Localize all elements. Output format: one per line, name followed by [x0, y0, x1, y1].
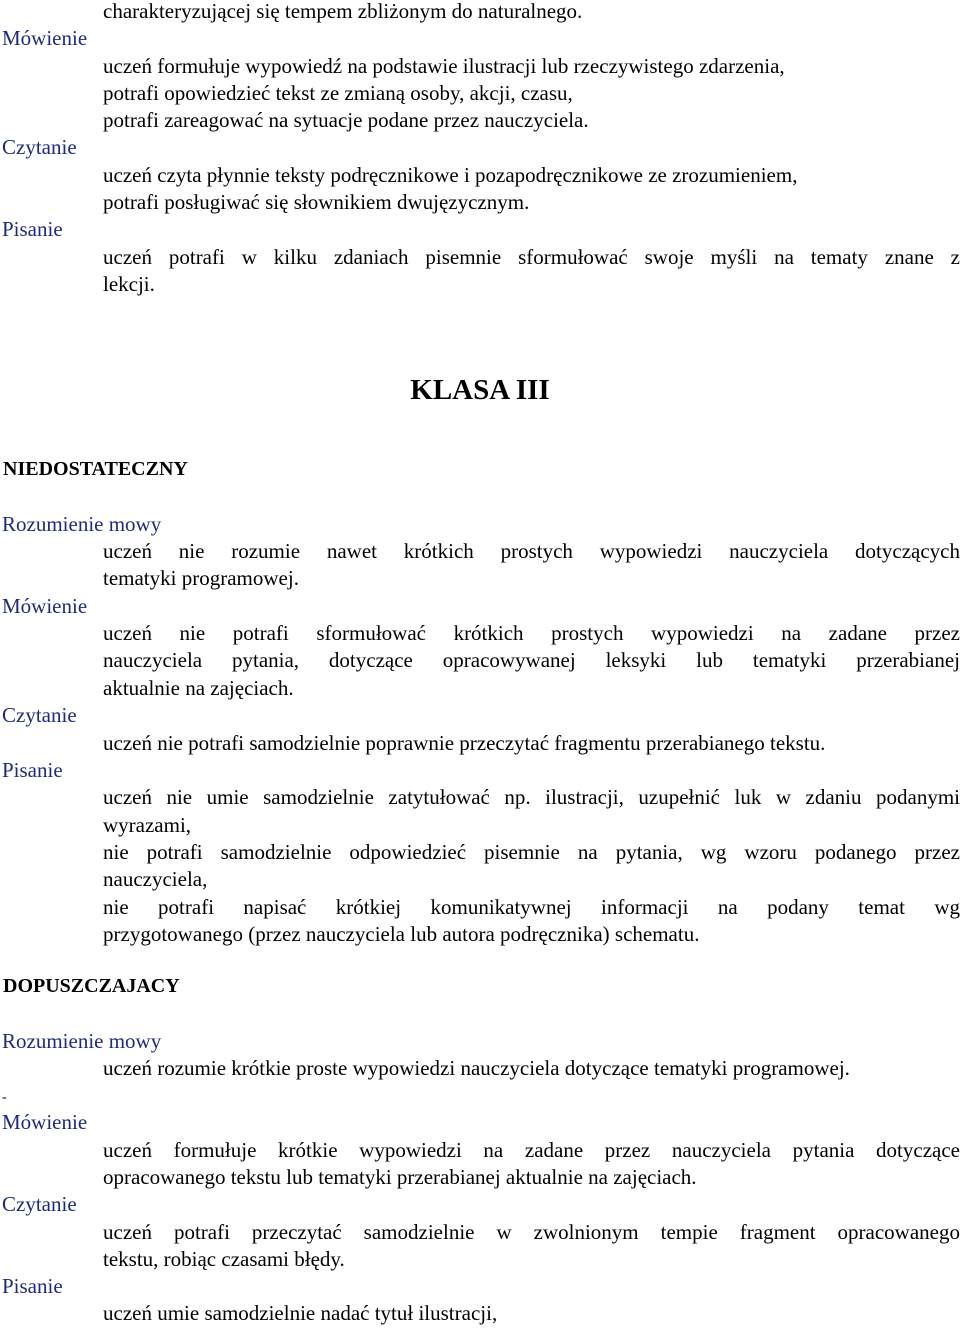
- text-line: uczeń nie rozumie nawet krótkich prostych wypowiedzi nauczyciela dotyczących: [103, 539, 960, 563]
- section-label-pisanie: Pisanie: [2, 217, 63, 241]
- text-line: uczeń rozumie krótkie proste wypowiedzi nauczyciela dotyczące tematyki programowej.: [103, 1056, 850, 1080]
- text-line: potrafi posługiwać się słownikiem dwujęzycznym.: [103, 190, 530, 214]
- section-label-pisanie: Pisanie: [2, 758, 63, 782]
- section-label-mowienie: Mówienie: [2, 1110, 88, 1134]
- section-label-rozumienie-mowy: Rozumienie mowy: [2, 1029, 162, 1053]
- section-label-mowienie: Mówienie: [2, 594, 88, 618]
- list-dash: -: [2, 1090, 7, 1105]
- text-line: uczeń czyta płynnie teksty podręcznikowe i pozapodręcznikowe ze zrozumieniem,: [103, 163, 798, 187]
- text-line: wyrazami,: [103, 813, 192, 837]
- section-label-rozumienie-mowy: Rozumienie mowy: [2, 512, 162, 536]
- text-line: uczeń formułuje wypowiedź na podstawie ilustracji lub rzeczywistego zdarzenia,: [103, 54, 785, 78]
- text-line: uczeń nie potrafi sformułować krótkich prostych wypowiedzi na zadane przez: [103, 621, 960, 645]
- text-line: tematyki programowej.: [103, 566, 299, 590]
- text-line: lekcji.: [103, 272, 155, 296]
- section-label-czytanie: Czytanie: [2, 1192, 77, 1216]
- text-line: nie potrafi samodzielnie odpowiedzieć pisemnie na pytania, wg wzoru podanego przez: [103, 840, 960, 864]
- text-line: opracowanego tekstu lub tematyki przerabianej aktualnie na zajęciach.: [103, 1165, 697, 1189]
- class-title: KLASA III: [410, 374, 550, 406]
- text-line: tekstu, robiąc czasami błędy.: [103, 1247, 345, 1271]
- section-label-czytanie: Czytanie: [2, 703, 77, 727]
- text-line: uczeń nie umie samodzielnie zatytułować np. ilustracji, uzupełnić luk w zdaniu podanymi: [103, 785, 960, 809]
- section-label-pisanie: Pisanie: [2, 1274, 63, 1298]
- text-line: potrafi opowiedzieć tekst ze zmianą osoby, akcji, czasu,: [103, 81, 573, 105]
- text-line: nauczyciela,: [103, 867, 208, 891]
- text-line: uczeń potrafi przeczytać samodzielnie w zwolnionym tempie fragment opracowanego: [103, 1220, 960, 1244]
- text-line: nie potrafi napisać krótkiej komunikatywnej informacji na podany temat wg: [103, 895, 960, 919]
- text-line: uczeń umie samodzielnie nadać tytuł ilustracji,: [103, 1301, 498, 1325]
- grade-heading-dopuszczajacy: DOPUSZCZAJACY: [3, 975, 180, 997]
- section-label-czytanie: Czytanie: [2, 135, 77, 159]
- text-line: uczeń potrafi w kilku zdaniach pisemnie sformułować swoje myśli na tematy znane z: [103, 245, 960, 269]
- text-line: aktualnie na zajęciach.: [103, 676, 294, 700]
- text-line: nauczyciela pytania, dotyczące opracowywanej leksyki lub tematyki przerabianej: [103, 648, 960, 672]
- text-line: charakteryzującej się tempem zbliżonym do naturalnego.: [103, 0, 583, 23]
- text-line: uczeń formułuje krótkie wypowiedzi na zadane przez nauczyciela pytania dotyczące: [103, 1138, 960, 1162]
- text-line: potrafi zareagować na sytuacje podane przez nauczyciela.: [103, 108, 589, 132]
- grade-heading-niedostateczny: NIEDOSTATECZNY: [3, 458, 188, 480]
- text-line: przygotowanego (przez nauczyciela lub autora podręcznika) schematu.: [103, 922, 700, 946]
- section-label-mowienie: Mówienie: [2, 26, 88, 50]
- text-line: uczeń nie potrafi samodzielnie poprawnie przeczytać fragmentu przerabianego tekstu.: [103, 731, 826, 755]
